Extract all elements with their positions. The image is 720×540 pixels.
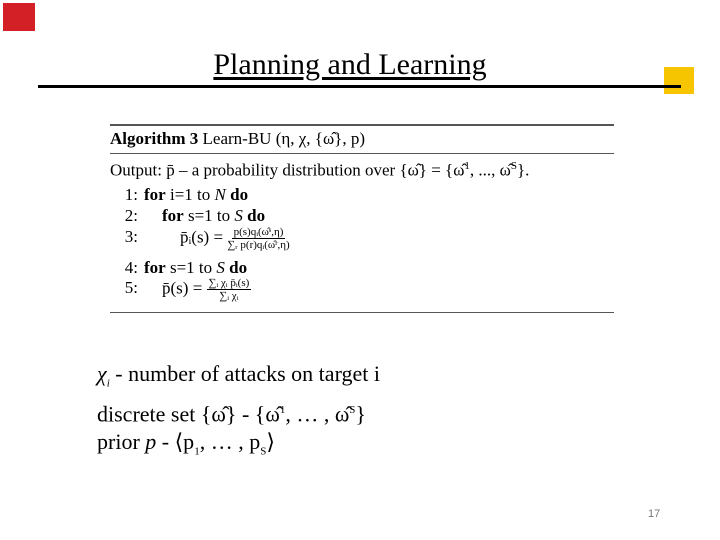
formula-fraction bbox=[227, 226, 289, 251]
red-corner-square bbox=[3, 3, 35, 31]
chi-symbol: χ bbox=[97, 361, 107, 386]
loop-range: s=1 to bbox=[183, 206, 235, 225]
keyword-for: for bbox=[162, 206, 184, 225]
chi-subscript: i bbox=[106, 377, 110, 390]
loop-bound: N bbox=[214, 185, 226, 204]
output-end: }. bbox=[516, 160, 530, 180]
loop-range: s=1 to bbox=[165, 258, 217, 277]
notes-block bbox=[97, 360, 380, 465]
note-prior bbox=[97, 428, 380, 465]
keyword-do: do bbox=[242, 206, 266, 225]
algo-line-1 bbox=[110, 185, 248, 205]
output-text: p̄ – a probability distribution over {ω̂} = {ω̂ bbox=[166, 160, 465, 180]
note-chi bbox=[97, 360, 380, 397]
prior-sub-1: 1 bbox=[194, 445, 200, 458]
output-sup-s: S bbox=[510, 160, 517, 172]
fraction-denominator: ∑ᵢ χᵢ bbox=[219, 290, 239, 302]
algo-line-4 bbox=[110, 258, 247, 278]
set-sup-s: S bbox=[349, 404, 356, 417]
page-number: 17 bbox=[648, 508, 661, 520]
line-number: 3: bbox=[124, 227, 138, 247]
algo-output-line bbox=[110, 160, 529, 181]
line-number: 5: bbox=[124, 278, 138, 298]
algo-signature: Learn-BU (η, χ, {ω̂}, p) bbox=[202, 129, 365, 148]
output-mid: , ..., ω̂ bbox=[469, 160, 511, 180]
algo-header bbox=[110, 129, 365, 149]
set-mid: , … , ω̂ bbox=[285, 401, 350, 427]
fraction-numerator: p(s)qᵢ(ω̂ˢ,η) bbox=[233, 226, 284, 238]
keyword-do: do bbox=[225, 185, 249, 204]
fraction-denominator: ∑ᵣ p(r)qᵢ(ω̂ʳ,η) bbox=[227, 239, 290, 251]
set-sup-1: 1 bbox=[279, 404, 286, 417]
loop-range: i=1 to bbox=[165, 185, 215, 204]
formula-lhs: p̄ᵢ(s) = bbox=[180, 227, 224, 247]
set-end: } bbox=[355, 401, 366, 427]
algo-label: Algorithm 3 bbox=[110, 129, 199, 148]
slide-title: Planning and Learning bbox=[213, 48, 487, 81]
algo-line-3 bbox=[110, 226, 290, 251]
line-number: 1: bbox=[124, 185, 138, 204]
output-label: Output: bbox=[110, 160, 162, 180]
prior-label: prior bbox=[97, 428, 146, 454]
algo-header-rule bbox=[110, 153, 614, 154]
loop-bound: S bbox=[216, 258, 225, 277]
line-number: 4: bbox=[124, 258, 138, 277]
keyword-for: for bbox=[144, 185, 166, 204]
formula-lhs: p̄(s) = bbox=[162, 278, 203, 298]
chi-description: - number of attacks on target i bbox=[109, 361, 380, 386]
fraction-numerator: ∑ᵢ χᵢ p̄ᵢ(s) bbox=[208, 277, 250, 289]
loop-bound: S bbox=[234, 206, 243, 225]
prior-mid: - ⟨p bbox=[156, 428, 195, 454]
title-underline-rule bbox=[38, 85, 681, 88]
line-number: 2: bbox=[124, 206, 138, 225]
keyword-for: for bbox=[144, 258, 166, 277]
algo-top-rule bbox=[110, 124, 614, 126]
formula-fraction bbox=[207, 277, 252, 302]
algo-bottom-rule bbox=[110, 312, 614, 313]
note-discrete-set bbox=[97, 397, 380, 427]
keyword-do: do bbox=[224, 258, 248, 277]
prior-symbol: p bbox=[145, 428, 157, 454]
algo-line-2 bbox=[110, 206, 265, 226]
prior-sub-s: S bbox=[260, 445, 267, 458]
algo-line-5 bbox=[110, 277, 251, 302]
prior-mid2: , … , p bbox=[199, 428, 261, 454]
output-sup-1: 1 bbox=[464, 160, 470, 172]
prior-end: ⟩ bbox=[266, 428, 275, 454]
discrete-set-text: discrete set {ω̂} - {ω̂ bbox=[97, 401, 280, 427]
